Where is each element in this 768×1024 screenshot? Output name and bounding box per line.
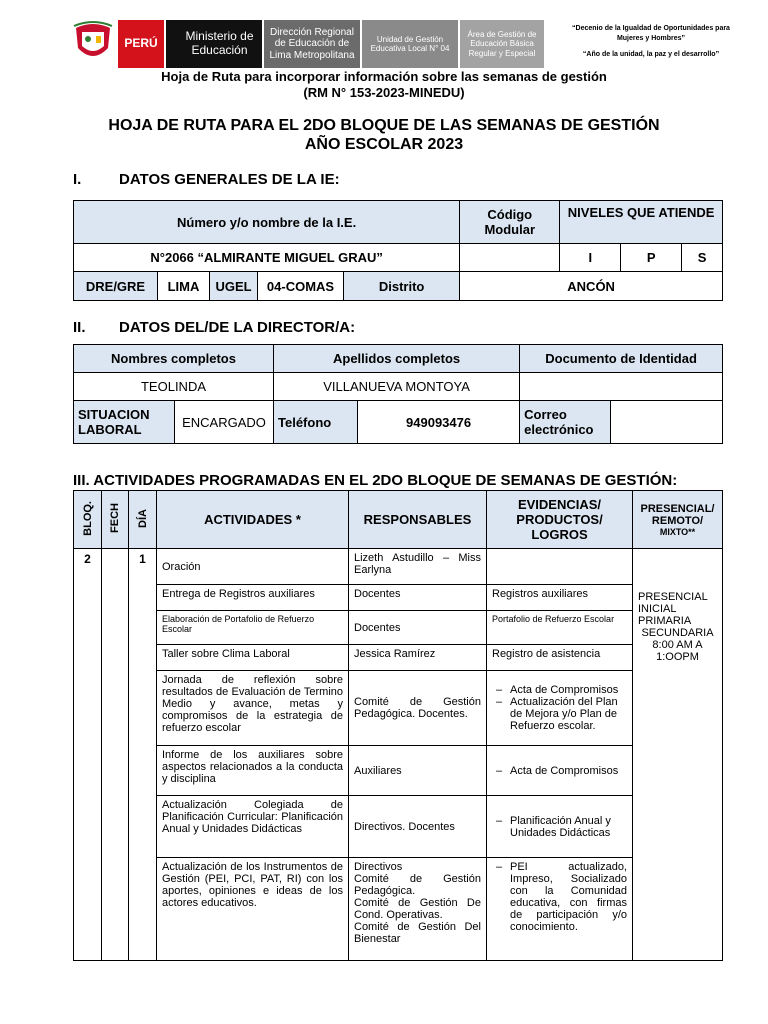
activity-cell: Jornada de reflexión sobre resultados de Evaluación de Termino Medio y avance, metas y compromisos de la estrategia de refuerzo escolar (157, 671, 349, 746)
section-number: III. (73, 472, 90, 489)
peru-coat-of-arms-icon (72, 20, 114, 64)
code-value (460, 244, 560, 272)
activities-table (73, 490, 723, 961)
col-header-activities: ACTIVIDADES * (157, 491, 349, 549)
evidence-cell: Registros auxiliares (487, 585, 633, 611)
activity-cell: Entrega de Registros auxiliares (157, 585, 349, 611)
bloq-value: 2 (74, 549, 102, 961)
director-data-table (73, 344, 723, 444)
situacion-label: SITUACION LABORAL (74, 401, 175, 444)
col-header-dia (129, 491, 157, 549)
dia-value: 1 (129, 549, 157, 961)
document-year: AÑO ESCOLAR 2023 (304, 136, 464, 153)
evidence-item: – Planificación Anual y Unidades Didácticas (510, 815, 627, 839)
col-header-modalidad (633, 491, 723, 549)
header-banner (72, 20, 546, 68)
ugel-label: UGEL (210, 272, 258, 301)
col-header-responsables: RESPONSABLES (349, 491, 487, 549)
responsable-cell: Docentes (349, 585, 487, 611)
responsable-cell: Directivos. Docentes (349, 796, 487, 858)
section-label: DATOS DEL/DE LA DIRECTOR/A: (119, 319, 356, 336)
dre-label: DRE/GRE (74, 272, 158, 301)
evidence-cell (487, 858, 633, 961)
section-heading-general (73, 171, 340, 188)
modalidad-line: PRESENCIAL (638, 591, 708, 603)
section-number: II. (73, 319, 86, 336)
evidence-cell: Portafolio de Refuerzo Escolar (487, 611, 633, 645)
section-label: ACTIVIDADES PROGRAMADAS EN EL 2DO BLOQUE DE SEMANAS DE GESTIÓN: (93, 472, 678, 489)
header-mottos (568, 24, 734, 59)
col-header-names: Nombres completos (74, 345, 274, 373)
evidence-item: – Acta de Compromisos (510, 765, 627, 777)
activity-cell: Actualización de los Instrumentos de Gestión (PEI, PCI, PAT, RI) con los aportes, opiniones e ideas de los actores educativos. (157, 858, 349, 961)
evidence-cell (487, 746, 633, 796)
col-header-fech (102, 491, 129, 549)
ie-data-table (73, 200, 723, 301)
activity-cell: Informe de los auxiliares sobre aspectos relacionados a la conducta y disciplina (157, 746, 349, 796)
section-heading-director (73, 319, 355, 336)
ministerio-badge: Ministerio de Educación (166, 20, 262, 68)
evidence-list (492, 765, 627, 777)
evidence-cell (487, 549, 633, 585)
bloq-header-text: BLOQ. (81, 500, 94, 536)
area-badge: Área de Gestión de Educación Básica Regular y Especial (460, 20, 544, 68)
evidence-list (492, 861, 627, 933)
modalidad-line: PRIMARIA (638, 615, 692, 627)
ugel-badge: Unidad de Gestión Educativa Local N° 04 (362, 20, 458, 68)
section-heading-activities (73, 472, 677, 489)
responsable-line: Comité de Gestión Del Bienestar (354, 921, 481, 945)
evidence-cell (487, 796, 633, 858)
ugel-value: 04-COMAS (258, 272, 344, 301)
correo-label: Correo electrónico (520, 401, 611, 444)
director-surnames-value: VILLANUEVA MONTOYA (274, 373, 520, 401)
responsable-cell: Auxiliares (349, 746, 487, 796)
activity-cell: Oración (157, 549, 349, 585)
document-resolution: (RM N° 153-2023-MINEDU) (303, 85, 465, 100)
evidence-cell (487, 671, 633, 746)
director-document-value (520, 373, 723, 401)
col-header-code: Código Modular (460, 201, 560, 244)
peru-badge: PERÚ (118, 20, 164, 68)
dre-badge: Dirección Regional de Educación de Lima Metropolitana (264, 20, 360, 68)
dia-header-text: DÍA (136, 508, 149, 528)
responsable-cell (349, 858, 487, 961)
col-header-bloq (74, 491, 102, 549)
responsable-cell: Comité de Gestión Pedagógica. Docentes. (349, 671, 487, 746)
section-number: I. (73, 171, 82, 188)
evidence-list (492, 684, 627, 732)
responsable-line: Directivos (354, 861, 403, 873)
responsable-cell: Lizeth Astudillo – Miss Earlyna (349, 549, 487, 585)
modalidad-header-line1: PRESENCIAL/ REMOTO/ (640, 502, 715, 527)
ie-name-value: N°2066 “ALMIRANTE MIGUEL GRAU” (74, 244, 460, 272)
fech-header-text: FECH (109, 503, 121, 533)
telefono-label: Teléfono (274, 401, 358, 444)
motto-decenio: “Decenio de la Igualdad de Oportunidades para Mujeres y Hombres” (572, 25, 730, 42)
motto-year: “Año de la unidad, la paz y el desarrollo” (582, 50, 720, 58)
fech-value (102, 549, 129, 961)
evidence-item: – Acta de Compromisos (510, 684, 627, 696)
section-label: DATOS GENERALES DE LA IE: (119, 171, 340, 188)
activity-cell: Actualización Colegiada de Planificación Curricular: Planificación Anual y Unidades Didácticas (157, 796, 349, 858)
modalidad-line: INICIAL (638, 603, 677, 615)
col-header-levels: NIVELES QUE ATIENDE (560, 201, 723, 244)
evidence-list (492, 815, 627, 839)
evidence-item: – Actualización del Plan de Mejora y/o Plan de Refuerzo escolar. (510, 696, 627, 732)
director-names-value: TEOLINDA (74, 373, 274, 401)
modalidad-line: 8:00 AM A (652, 639, 703, 651)
col-header-document: Documento de Identidad (520, 345, 723, 373)
level-primaria: P (621, 244, 682, 272)
distrito-label: Distrito (344, 272, 460, 301)
correo-value (611, 401, 723, 444)
evidence-item: – PEI actualizado, Impreso, Socializado con la Comunidad educativa, con firmas de participación y/o conocimiento. (510, 861, 627, 933)
col-header-surnames: Apellidos completos (274, 345, 520, 373)
level-secundaria: S (682, 244, 723, 272)
distrito-value: ANCÓN (460, 272, 723, 301)
activity-cell: Taller sobre Clima Laboral (157, 645, 349, 671)
dre-value: LIMA (158, 272, 210, 301)
responsable-cell: Jessica Ramírez (349, 645, 487, 671)
modalidad-cell (633, 549, 723, 961)
document-title: HOJA DE RUTA PARA EL 2DO BLOQUE DE LAS SEMANAS DE GESTIÓN (108, 117, 660, 134)
modalidad-line: SECUNDARIA (641, 627, 714, 639)
activity-cell: Elaboración de Portafolio de Refuerzo Escolar (157, 611, 349, 645)
responsable-line: Comité de Gestión Pedagógica. (354, 873, 481, 897)
responsable-cell: Docentes (349, 611, 487, 645)
document-subtitle: Hoja de Ruta para incorporar información sobre las semanas de gestión (161, 69, 607, 84)
situacion-value: ENCARGADO (175, 401, 274, 444)
modalidad-header-line2: MIXTO** (659, 526, 696, 537)
modalidad-line: 1:OOPM (656, 651, 699, 663)
level-inicial: I (560, 244, 621, 272)
evidence-cell: Registro de asistencia (487, 645, 633, 671)
telefono-value: 949093476 (358, 401, 520, 444)
responsable-line: Comité de Gestión De Cond. Operativas. (354, 897, 481, 921)
col-header-evidencias: EVIDENCIAS/ PRODUCTOS/ LOGROS (487, 491, 633, 549)
col-header-ie-name: Número y/o nombre de la I.E. (74, 201, 460, 244)
